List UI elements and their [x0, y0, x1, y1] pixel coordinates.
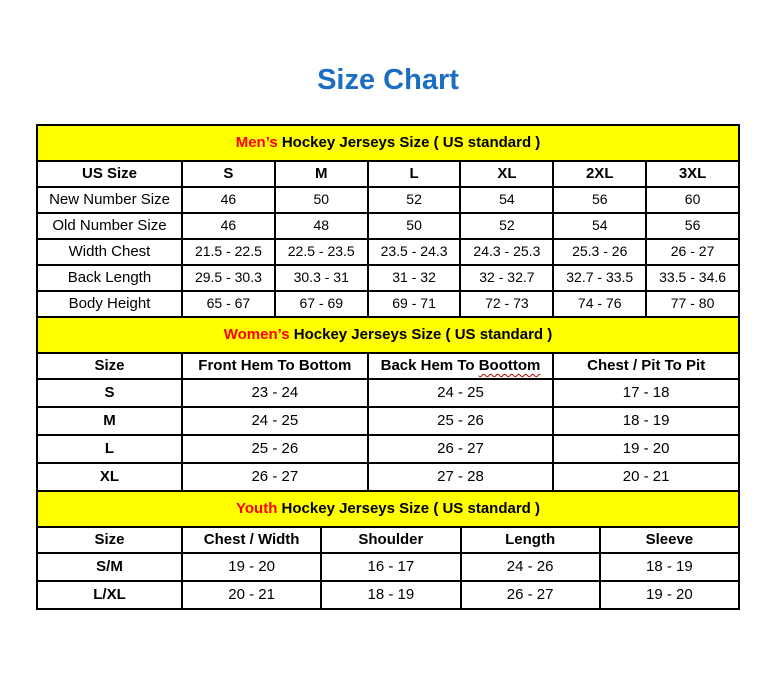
value-cell: 26 - 27 — [368, 435, 554, 463]
womens-size-table — [36, 316, 740, 492]
row-label: Width Chest — [37, 239, 182, 265]
value-cell: 67 - 69 — [275, 291, 368, 317]
youth-header-row — [37, 527, 739, 553]
value-cell: 30.3 - 31 — [275, 265, 368, 291]
value-cell: 72 - 73 — [460, 291, 553, 317]
table-row — [37, 213, 739, 239]
value-cell: 21.5 - 22.5 — [182, 239, 275, 265]
column-header: Chest / Pit To Pit — [553, 353, 739, 379]
value-cell: 23.5 - 24.3 — [368, 239, 461, 265]
youth-banner-row — [37, 491, 739, 527]
value-cell: 25 - 26 — [368, 407, 554, 435]
page-title: Size Chart — [317, 64, 459, 96]
value-cell: 32 - 32.7 — [460, 265, 553, 291]
value-cell: 18 - 19 — [321, 581, 460, 609]
column-header-misspelled — [368, 353, 554, 379]
youth-banner-accent: Youth — [236, 499, 278, 517]
value-cell: 32.7 - 33.5 — [553, 265, 646, 291]
row-label: New Number Size — [37, 187, 182, 213]
value-cell: 27 - 28 — [368, 463, 554, 491]
value-cell: 33.5 - 34.6 — [646, 265, 739, 291]
mens-banner — [37, 125, 739, 161]
womens-banner-row — [37, 317, 739, 353]
row-label: S — [37, 379, 182, 407]
value-cell: 25.3 - 26 — [553, 239, 646, 265]
value-cell: 23 - 24 — [182, 379, 368, 407]
value-cell: 52 — [368, 187, 461, 213]
value-cell: 29.5 - 30.3 — [182, 265, 275, 291]
column-header: XL — [460, 161, 553, 187]
value-cell: 24.3 - 25.3 — [460, 239, 553, 265]
mens-banner-rest: Hockey Jerseys Size ( US standard ) — [277, 133, 541, 151]
row-label: L/XL — [37, 581, 182, 609]
youth-size-table — [36, 490, 740, 610]
value-cell: 74 - 76 — [553, 291, 646, 317]
value-cell: 26 - 27 — [182, 463, 368, 491]
value-cell: 56 — [553, 187, 646, 213]
value-cell: 56 — [646, 213, 739, 239]
value-cell: 19 - 20 — [182, 553, 321, 581]
value-cell: 26 - 27 — [461, 581, 600, 609]
column-header: 3XL — [646, 161, 739, 187]
column-header: 2XL — [553, 161, 646, 187]
value-cell: 24 - 25 — [182, 407, 368, 435]
value-cell: 19 - 20 — [553, 435, 739, 463]
row-label: Body Height — [37, 291, 182, 317]
value-cell: 54 — [460, 187, 553, 213]
value-cell: 52 — [460, 213, 553, 239]
value-cell: 18 - 19 — [600, 553, 739, 581]
womens-banner-rest: Hockey Jerseys Size ( US standard ) — [289, 325, 553, 343]
value-cell: 31 - 32 — [368, 265, 461, 291]
mens-size-table — [36, 124, 740, 318]
misspelled-header-prefix: Back Hem To — [380, 356, 479, 374]
row-label: S/M — [37, 553, 182, 581]
value-cell: 22.5 - 23.5 — [275, 239, 368, 265]
row-label: M — [37, 407, 182, 435]
column-header: Shoulder — [321, 527, 460, 553]
value-cell: 60 — [646, 187, 739, 213]
value-cell: 17 - 18 — [553, 379, 739, 407]
row-label: XL — [37, 463, 182, 491]
table-row — [37, 435, 739, 463]
womens-banner — [37, 317, 739, 353]
value-cell: 46 — [182, 187, 275, 213]
column-header: Size — [37, 353, 182, 379]
value-cell: 18 - 19 — [553, 407, 739, 435]
womens-banner-accent: Women’s — [223, 325, 290, 343]
column-header: Chest / Width — [182, 527, 321, 553]
column-header: Size — [37, 527, 182, 553]
row-label: L — [37, 435, 182, 463]
youth-banner-rest: Hockey Jerseys Size ( US standard ) — [277, 499, 540, 517]
mens-header-row — [37, 161, 739, 187]
column-header: US Size — [37, 161, 182, 187]
mens-banner-accent: Men’s — [235, 133, 278, 151]
value-cell: 24 - 26 — [461, 553, 600, 581]
value-cell: 25 - 26 — [182, 435, 368, 463]
table-row — [37, 553, 739, 581]
value-cell: 69 - 71 — [368, 291, 461, 317]
value-cell: 65 - 67 — [182, 291, 275, 317]
column-header: Length — [461, 527, 600, 553]
value-cell: 20 - 21 — [553, 463, 739, 491]
value-cell: 19 - 20 — [600, 581, 739, 609]
womens-header-row — [37, 353, 739, 379]
value-cell: 50 — [368, 213, 461, 239]
value-cell: 16 - 17 — [321, 553, 460, 581]
row-label: Old Number Size — [37, 213, 182, 239]
value-cell: 24 - 25 — [368, 379, 554, 407]
value-cell: 50 — [275, 187, 368, 213]
value-cell: 77 - 80 — [646, 291, 739, 317]
value-cell: 54 — [553, 213, 646, 239]
table-row — [37, 407, 739, 435]
value-cell: 46 — [182, 213, 275, 239]
table-row — [37, 187, 739, 213]
mens-banner-row — [37, 125, 739, 161]
table-row — [37, 379, 739, 407]
misspelled-word: Boottom — [478, 356, 541, 374]
column-header: S — [182, 161, 275, 187]
value-cell: 20 - 21 — [182, 581, 321, 609]
table-row — [37, 265, 739, 291]
youth-banner — [37, 491, 739, 527]
value-cell: 48 — [275, 213, 368, 239]
table-row — [37, 239, 739, 265]
value-cell: 26 - 27 — [646, 239, 739, 265]
column-header: Sleeve — [600, 527, 739, 553]
row-label: Back Length — [37, 265, 182, 291]
column-header: L — [368, 161, 461, 187]
tables-container — [36, 124, 740, 610]
column-header: M — [275, 161, 368, 187]
table-row — [37, 581, 739, 609]
table-row — [37, 463, 739, 491]
column-header: Front Hem To Bottom — [182, 353, 368, 379]
table-row — [37, 291, 739, 317]
